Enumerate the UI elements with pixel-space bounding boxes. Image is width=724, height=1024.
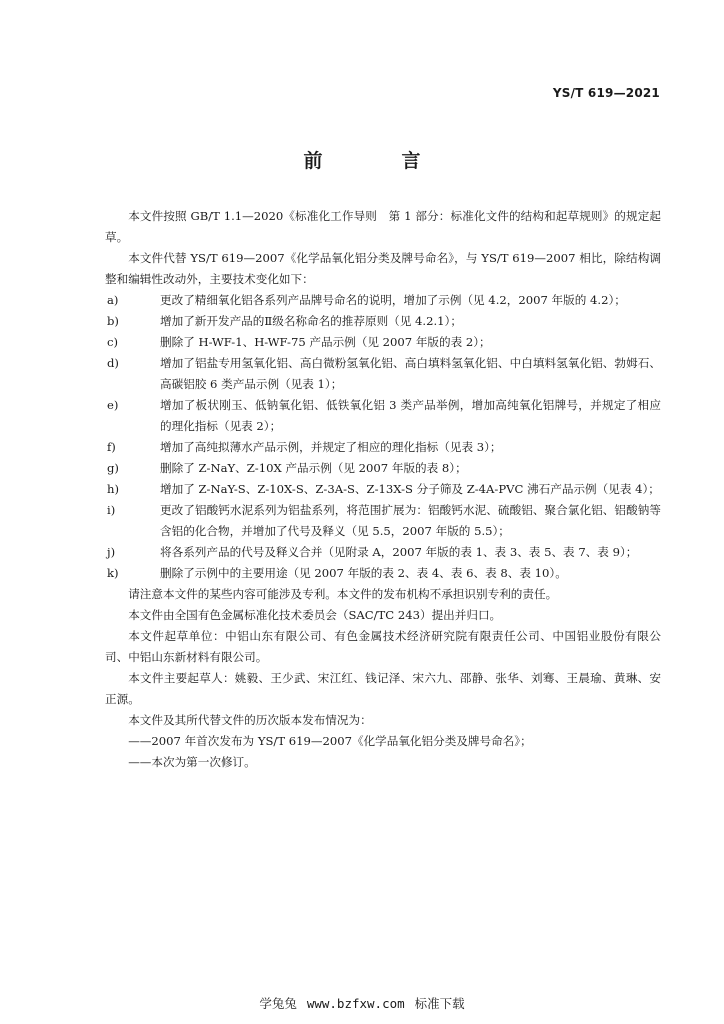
list-item	[105, 542, 661, 563]
list-item-label: a)	[107, 293, 119, 307]
version-history-item: ——本次为第一次修订。	[128, 755, 256, 769]
list-item-label: d)	[107, 356, 119, 370]
list-item	[105, 332, 661, 353]
list-item-label: e)	[107, 398, 119, 412]
list-item	[105, 563, 661, 584]
drafters: 本文件主要起草人：姚毅、王少武、宋江红、钱记泽、宋六九、邵静、张华、刘骞、王晨瑜、黄琳、安正源。	[105, 671, 661, 706]
changes-list	[105, 290, 661, 584]
version-history-item: ——2007 年首次发布为 YS/T 619—2007《化学品氧化铝分类及牌号命名》；	[128, 734, 532, 748]
intro-paragraph-replacement: 本文件代替 YS/T 619—2007《化学品氧化铝分类及牌号命名》，与 YS/T 619—2007 相比，除结构调整和编辑性改动外，主要技术变化如下：	[105, 251, 661, 286]
footer-watermark	[0, 994, 724, 1012]
intro-paragraph-drafting: 本文件按照 GB/T 1.1—2020《标准化工作导则 第 1 部分：标准化文件的结构和起草规则》的规定起草。	[105, 209, 661, 244]
list-item	[105, 290, 661, 311]
list-item	[105, 353, 661, 395]
list-item-label: g)	[107, 461, 119, 475]
document-body	[105, 206, 661, 773]
list-item-text: 删除了 Z-NaY、Z-10X 产品示例（见 2007 年版的表 8）；	[160, 461, 467, 475]
list-item-text: 更改了铝酸钙水泥系列为铝盐系列，将范围扩展为：铝酸钙水泥、硫酸铝、聚合氯化铝、铝酸钠等含铝的化合物，并增加了代号及释义（见 5.5，2007 年版的 5.5）；	[160, 503, 661, 538]
list-item-text: 增加了新开发产品的Ⅱ级名称命名的推荐原则（见 4.2.1）；	[160, 314, 462, 328]
list-item-label: b)	[107, 314, 119, 328]
list-item-text: 增加了铝盐专用氢氧化铝、高白微粉氢氧化铝、高白填料氢氧化铝、中白填料氢氧化铝、勃姆石、高碳铝胶 6 类产品示例（见表 1）；	[160, 356, 661, 391]
patent-notice: 请注意本文件的某些内容可能涉及专利。本文件的发布机构不承担识别专利的责任。	[128, 587, 558, 601]
list-item	[105, 458, 661, 479]
proposing-committee: 本文件由全国有色金属标准化技术委员会（SAC/TC 243）提出并归口。	[128, 608, 502, 622]
page-title: 前 言	[303, 150, 451, 172]
list-item-label: f)	[107, 440, 116, 454]
list-item	[105, 437, 661, 458]
drafting-organizations: 本文件起草单位：中铝山东有限公司、有色金属技术经济研究院有限责任公司、中国铝业股份有限公司、中铝山东新材料有限公司。	[105, 629, 661, 664]
list-item-text: 更改了精细氧化铝各系列产品牌号命名的说明，增加了示例（见 4.2，2007 年版的 4.2）；	[160, 293, 626, 307]
list-item-label: h)	[107, 482, 119, 496]
list-item	[105, 500, 661, 542]
footer-tagline: 标准下载	[414, 996, 465, 1011]
list-item-label: c)	[107, 335, 119, 349]
list-item-label: k)	[107, 566, 119, 580]
list-item-text: 增加了高纯拟薄水产品示例，并规定了相应的理化指标（见表 3）；	[160, 440, 502, 454]
list-item	[105, 479, 661, 500]
list-item-text: 删除了示例中的主要用途（见 2007 年版的表 2、表 4、表 6、表 8、表 10）。	[160, 566, 567, 580]
list-item-text: 增加了 Z-NaY-S、Z-10X-S、Z-3A-S、Z-13X-S 分子筛及 Z-4A-PVC 沸石产品示例（见表 4）；	[160, 482, 660, 496]
list-item-text: 将各系列产品的代号及释义合并（见附录 A，2007 年版的表 1、表 3、表 5、表 7、表 9）；	[160, 545, 638, 559]
footer-url[interactable]: www.bzfxw.com	[306, 996, 405, 1011]
list-item-text: 增加了板状刚玉、低钠氧化铝、低铁氧化铝 3 类产品举例，增加高纯氧化铝牌号，并规定了相应的理化指标（见表 2）；	[160, 398, 661, 433]
list-item-label: i)	[107, 503, 116, 517]
list-item	[105, 311, 661, 332]
list-item-text: 删除了 H-WF-1、H-WF-75 产品示例（见 2007 年版的表 2）；	[160, 335, 491, 349]
standard-code: YS/T 619—2021	[552, 86, 660, 100]
footer-site-name: 学兔兔	[259, 996, 297, 1011]
version-history-heading: 本文件及其所代替文件的历次版本发布情况为：	[128, 713, 372, 727]
list-item-label: j)	[107, 545, 116, 559]
list-item	[105, 395, 661, 437]
